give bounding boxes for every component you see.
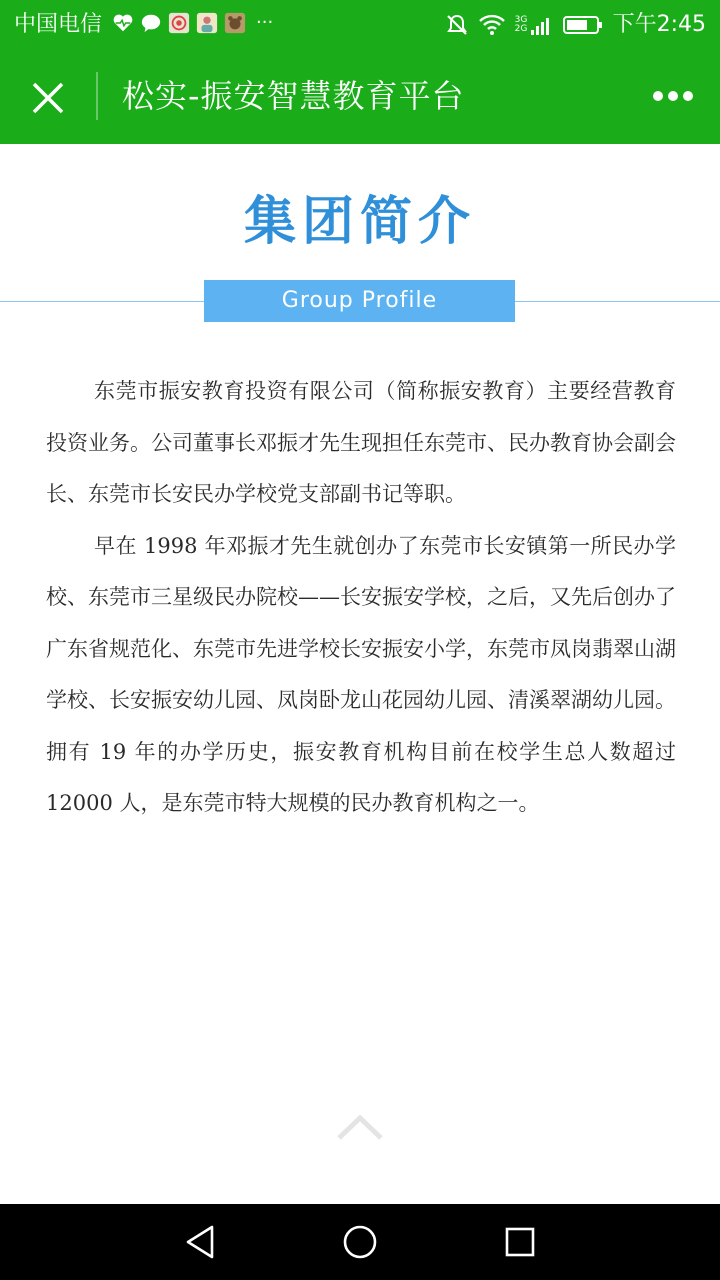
clock: 下午2:45 <box>612 12 706 37</box>
nav-recents-button[interactable] <box>500 1222 540 1262</box>
article-content <box>0 144 720 1204</box>
status-bar <box>0 0 720 50</box>
mute-icon <box>445 13 469 37</box>
bear-icon <box>224 12 246 34</box>
page-title: 松实-振安智慧教育平台 <box>122 77 465 115</box>
nav-home-icon <box>342 1224 378 1260</box>
heart-pulse-icon <box>112 12 134 34</box>
notification-icons <box>112 12 273 34</box>
wifi-icon <box>479 14 505 36</box>
system-indicators <box>445 10 706 40</box>
app-header <box>0 50 720 144</box>
nav-recents-icon <box>504 1226 536 1258</box>
chevron-up-icon[interactable] <box>336 1112 384 1142</box>
close-icon <box>31 81 65 115</box>
close-button[interactable] <box>22 72 74 124</box>
network-type: 3G 2G <box>514 15 528 34</box>
app-icon <box>168 12 190 34</box>
section-subheading: Group Profile <box>204 280 515 322</box>
carrier-label: 中国电信 <box>14 12 103 37</box>
more-dots-icon <box>652 90 694 102</box>
paragraph: 早在 1998 年邓振才先生就创办了东莞市长安镇第一所民办学校、东莞市三星级民办院校——长安振安学校，之后，又先后创办了广东省规范化、东莞市先进学校长安振安小学，东莞市凤岗翡翠山湖学校、长安振安幼儿园、凤岗卧龙山花园幼儿园、清溪翠湖幼儿园。拥有 19 年的办学历史，振安教育机构目前在校学生总人数超过 12000 人，是东莞市特大规模的民办教育机构之一。 <box>46 533 676 815</box>
chat-bubble-icon <box>140 12 162 34</box>
more-notifications: ··· <box>256 12 274 33</box>
battery-icon <box>563 15 603 35</box>
nav-home-button[interactable] <box>340 1222 380 1262</box>
system-nav-bar <box>0 1204 720 1280</box>
paragraph: 东莞市振安教育投资有限公司（简称振安教育）主要经营教育投资业务。公司董事长邓振才先生现担任东莞市、民办教育协会副会长、东莞市长安民办学校党支部副书记等职。 <box>46 379 676 506</box>
signal-icon <box>515 15 553 35</box>
more-options-button[interactable] <box>646 76 700 116</box>
header-divider <box>96 72 98 120</box>
section-heading: 集团简介 <box>243 192 476 252</box>
avatar-icon <box>196 12 218 34</box>
article-body <box>46 366 676 830</box>
nav-back-button[interactable] <box>180 1222 220 1262</box>
nav-back-icon <box>184 1224 216 1260</box>
